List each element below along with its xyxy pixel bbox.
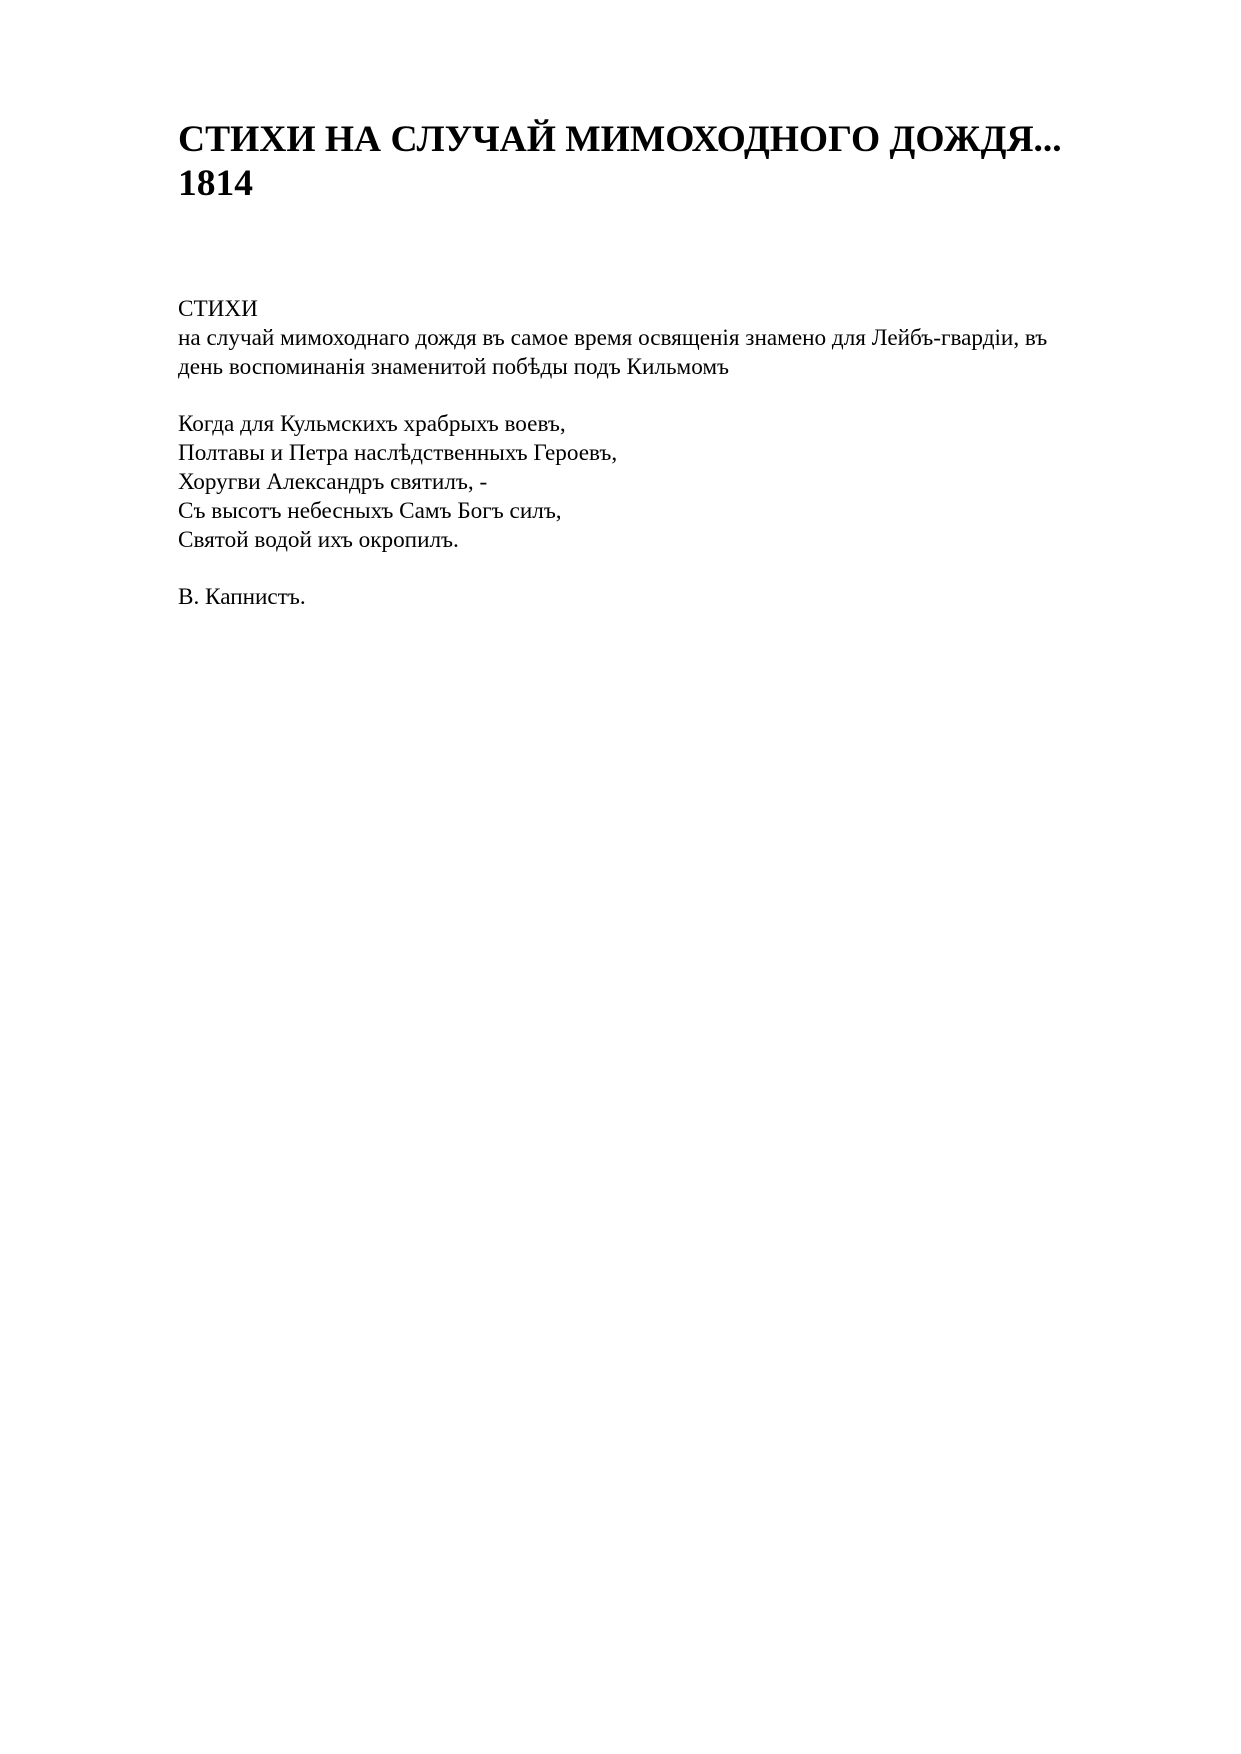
poem-line: Съ высотъ небесныхъ Самъ Богъ силъ, — [178, 498, 562, 524]
poem-heading-label: СТИХИ — [178, 296, 258, 322]
poem-body — [178, 410, 1138, 555]
title-year: 1814 — [178, 163, 253, 204]
poem-subtitle-line-2: день воспоминанія знаменитой побѣды подъ Кильмомъ — [178, 354, 730, 380]
poem-line: Святой водой ихъ окропилъ. — [178, 527, 459, 553]
title-line-1: СТИХИ НА СЛУЧАЙ МИМОХОДНОГО ДОЖДЯ... — [178, 119, 1062, 160]
poem-heading — [178, 295, 1138, 382]
poem-subtitle-line-1: на случай мимоходнаго дождя въ самое время освященія знамено для Лейбъ-гвардіи, въ — [178, 325, 1048, 351]
poem-line: Хоругви Александръ святилъ, - — [178, 469, 488, 495]
poem-line: Полтавы и Петра наслѣдственныхъ Героевъ, — [178, 440, 618, 466]
page-title — [178, 118, 1138, 206]
author-signature: В. Капнистъ. — [178, 584, 306, 610]
poem-line: Когда для Кульмскихъ храбрыхъ воевъ, — [178, 411, 566, 437]
